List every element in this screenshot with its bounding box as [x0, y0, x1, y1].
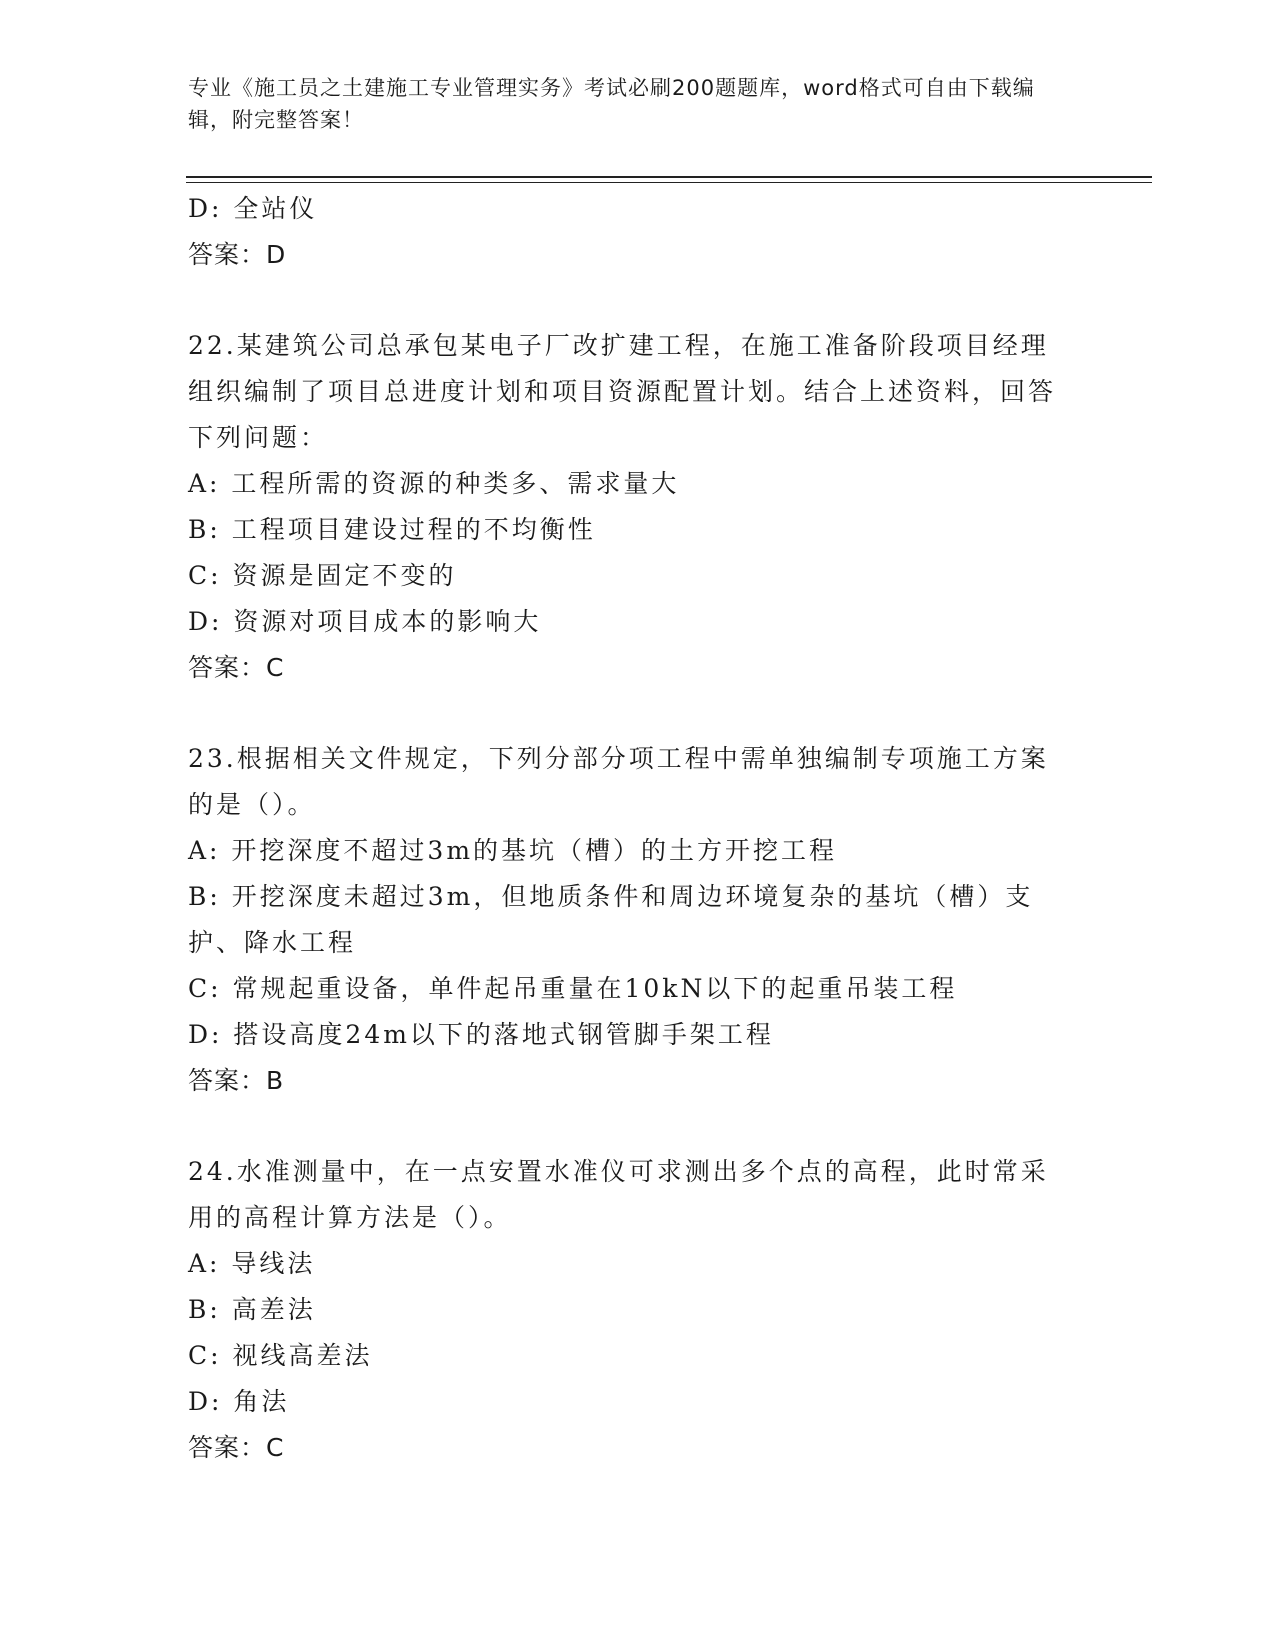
spacer — [188, 691, 1088, 736]
spacer — [188, 278, 1088, 323]
header-rule-thick — [186, 176, 1152, 178]
option-b: B: 高差法 — [188, 1295, 316, 1324]
answer: 答案：C — [188, 1433, 285, 1462]
question-content — [188, 186, 1088, 1471]
option-d: D: 角法 — [188, 1387, 290, 1416]
question-stem: 23.根据相关文件规定，下列分部分项工程中需单独编制专项施工方案的是（）。 — [188, 744, 1049, 819]
option-a: A: 开挖深度不超过3m的基坑（槽）的土方开挖工程 — [188, 836, 838, 865]
answer: 答案：C — [188, 653, 285, 682]
spacer — [188, 1104, 1088, 1149]
question-22 — [188, 323, 1088, 691]
option-d: D: 资源对项目成本的影响大 — [188, 607, 542, 636]
prev-answer: 答案：D — [188, 240, 287, 269]
question-23 — [188, 736, 1088, 1104]
option-a: A: 导线法 — [188, 1249, 316, 1278]
option-a: A: 工程所需的资源的种类多、需求量大 — [188, 469, 680, 498]
option-c: C: 视线高差法 — [188, 1341, 373, 1370]
answer: 答案：B — [188, 1066, 285, 1095]
option-b: B: 工程项目建设过程的不均衡性 — [188, 515, 596, 544]
prev-option-d: D: 全站仪 — [188, 194, 318, 223]
question-stem: 22.某建筑公司总承包某电子厂改扩建工程，在施工准备阶段项目经理组织编制了项目总进度计划和项目资源配置计划。结合上述资料，回答下列问题： — [188, 331, 1057, 452]
option-d: D: 搭设高度24m以下的落地式钢管脚手架工程 — [188, 1020, 774, 1049]
option-c: C: 资源是固定不变的 — [188, 561, 457, 590]
option-b: B: 开挖深度未超过3m，但地质条件和周边环境复杂的基坑（槽）支护、降水工程 — [188, 882, 1034, 957]
question-stem: 24.水准测量中，在一点安置水准仪可求测出多个点的高程，此时常采用的高程计算方法是（）。 — [188, 1157, 1049, 1232]
question-24 — [188, 1149, 1088, 1471]
document-header: 专业《施工员之土建施工专业管理实务》考试必刷200题题库，word格式可自由下载编辑，附完整答案！ — [188, 76, 1035, 132]
option-c: C: 常规起重设备，单件起吊重量在10kN以下的起重吊装工程 — [188, 974, 958, 1003]
header-rule-thin — [186, 182, 1152, 183]
